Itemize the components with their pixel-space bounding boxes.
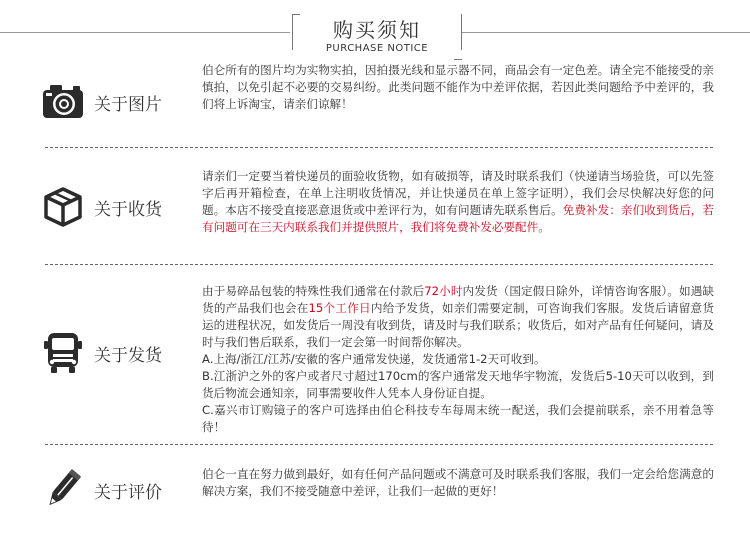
shipping-text-c: 内给予发货，如亲们需要定制，可咨询我们客服。发货后请留意货运的进程状况，如发货后一周没有收到货，请及时与我们联系；收货后，如对产品有任何疑问，请及时与我们售后联系，我们一定会第一时间帮你解决。 [202, 301, 714, 349]
section-receiving [0, 165, 750, 260]
section-label-pictures: 关于图片 [94, 95, 162, 115]
section-text-pictures [202, 62, 714, 113]
shipping-15-workdays: 15个工作日 [308, 301, 371, 315]
section-label-receiving: 关于收货 [94, 200, 162, 220]
truck-icon [40, 329, 86, 375]
box-icon [40, 183, 86, 229]
header-line-right [462, 32, 750, 33]
shipping-text-a: 由于易碎品包装的特殊性我们通常在付款后 [202, 284, 425, 298]
section-pictures [0, 60, 750, 140]
divider-2 [45, 264, 713, 265]
receiving-free-resend-text: 免费补发：亲们收到货后，若有问题可在三天内联系我们并提供照片，我们将免费补发必要配件。 [202, 203, 714, 234]
receiving-text: 请亲们一定要当着快递员的面验收货物，如有破损等，请及时联系我们（快递请当场验货，可以先签字后再开箱检查，在单上注明收货情况，并让快递员在单上签字证明），我们会尽快解决好您的问题。本店不接受直接恶意退货或中差评行为，如有问题请先联系售后。 [202, 169, 714, 217]
shipping-option-a: A.上海/浙江/江苏/安徽的客户通常发快递，发货通常1-2天可收到。 [202, 352, 546, 366]
page-subtitle: PURCHASE NOTICE [325, 43, 429, 54]
page-title: 购买须知 [333, 18, 421, 42]
pencil-icon [40, 466, 86, 512]
shipping-option-c: C.嘉兴市订购镜子的客户可选择由伯仑科技专车每周末统一配送，我们会提前联系，亲不用着急等待！ [202, 403, 714, 434]
section-shipping [0, 281, 750, 434]
section-reviews [0, 460, 750, 530]
divider-1 [45, 147, 713, 148]
section-label-shipping: 关于发货 [94, 346, 162, 366]
header-line-left [0, 32, 290, 33]
pictures-paragraph: 伯仑所有的图片均为实物实拍，因拍摄光线和显示器不同，商品会有一定色差。请全完不能接受的亲慎拍，以免引起不必要的交易纠纷。此类问题不能作为中差评依据，若因此类问题给予中差评的，我们将上诉淘宝，请亲们谅解！ [202, 63, 714, 111]
reviews-paragraph: 伯仑一直在努力做到最好，如有任何产品问题或不满意可及时联系我们客服，我们一定会给您满意的解决方案，我们不接受随意中差评，让我们一起做的更好！ [202, 467, 714, 498]
section-text-receiving [202, 168, 714, 236]
section-text-shipping [202, 283, 714, 436]
shipping-72h: 72小时 [424, 284, 463, 298]
receiving-paragraph [202, 168, 714, 236]
shipping-option-b: B.江浙沪之外的客户或者尺寸超过170cm的客户通常发天地华宇物流，发货后5-10天可以收到，到货后物流会通知亲，同事需要收件人凭本人身份证自提。 [202, 369, 714, 400]
shipping-text-b: 内发货（国定假日除外，详情咨询客服）。如遇缺货的产品我们也会在 [202, 284, 714, 315]
shipping-paragraph-1 [202, 283, 714, 351]
section-label-reviews: 关于评价 [94, 483, 162, 503]
section-text-reviews [202, 466, 714, 500]
divider-3 [45, 444, 713, 445]
camera-icon [40, 78, 86, 124]
